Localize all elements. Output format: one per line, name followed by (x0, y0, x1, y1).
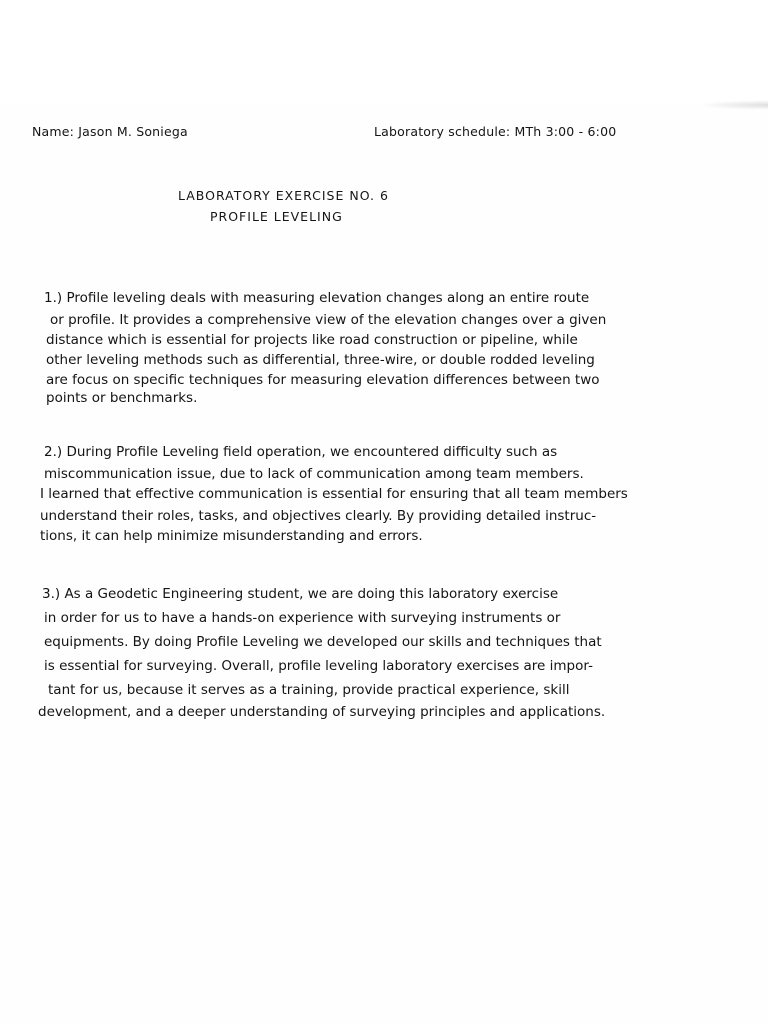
answer-line: tions, it can help minimize misunderstanding and errors. (40, 528, 423, 544)
answer-line: distance which is essential for projects like road construction or pipeline, while (46, 332, 578, 348)
answer-line: I learned that effective communication is essential for ensuring that all team members (40, 486, 628, 502)
exercise-subtitle: PROFILE LEVELING (210, 209, 343, 224)
answer-line: 3.) As a Geodetic Engineering student, we are doing this laboratory exercise (42, 586, 559, 602)
answer-line: 2.) During Profile Leveling field operation, we encountered difficulty such as (44, 444, 558, 460)
scan-shadow (698, 100, 768, 110)
student-name: Name: Jason M. Soniega (32, 124, 188, 139)
answer-line: or profile. It provides a comprehensive view of the elevation changes over a given (50, 312, 607, 328)
answer-line: development, and a deeper understanding of surveying principles and applications. (38, 704, 606, 720)
answer-line: other leveling methods such as differential, three-wire, or double rodded leveling (46, 352, 595, 368)
answer-line: understand their roles, tasks, and objectives clearly. By providing detailed instruc- (40, 508, 597, 524)
scan-top-margin (0, 0, 768, 104)
answer-line: equipments. By doing Profile Leveling we developed our skills and techniques that (44, 634, 602, 650)
answer-line: miscommunication issue, due to lack of communication among team members. (44, 466, 584, 482)
answer-line: points or benchmarks. (46, 390, 198, 406)
answer-line: 1.) Profile leveling deals with measuring elevation changes along an entire route (44, 290, 590, 306)
answer-line: in order for us to have a hands-on experience with surveying instruments or (44, 610, 561, 626)
answer-line: is essential for surveying. Overall, profile leveling laboratory exercises are impor- (44, 658, 593, 674)
laboratory-schedule: Laboratory schedule: MTh 3:00 - 6:00 (374, 124, 617, 139)
answer-line: are focus on specific techniques for measuring elevation differences between two (46, 372, 600, 388)
answer-line: tant for us, because it serves as a training, provide practical experience, skill (48, 682, 570, 698)
exercise-title: LABORATORY EXERCISE NO. 6 (178, 188, 389, 203)
